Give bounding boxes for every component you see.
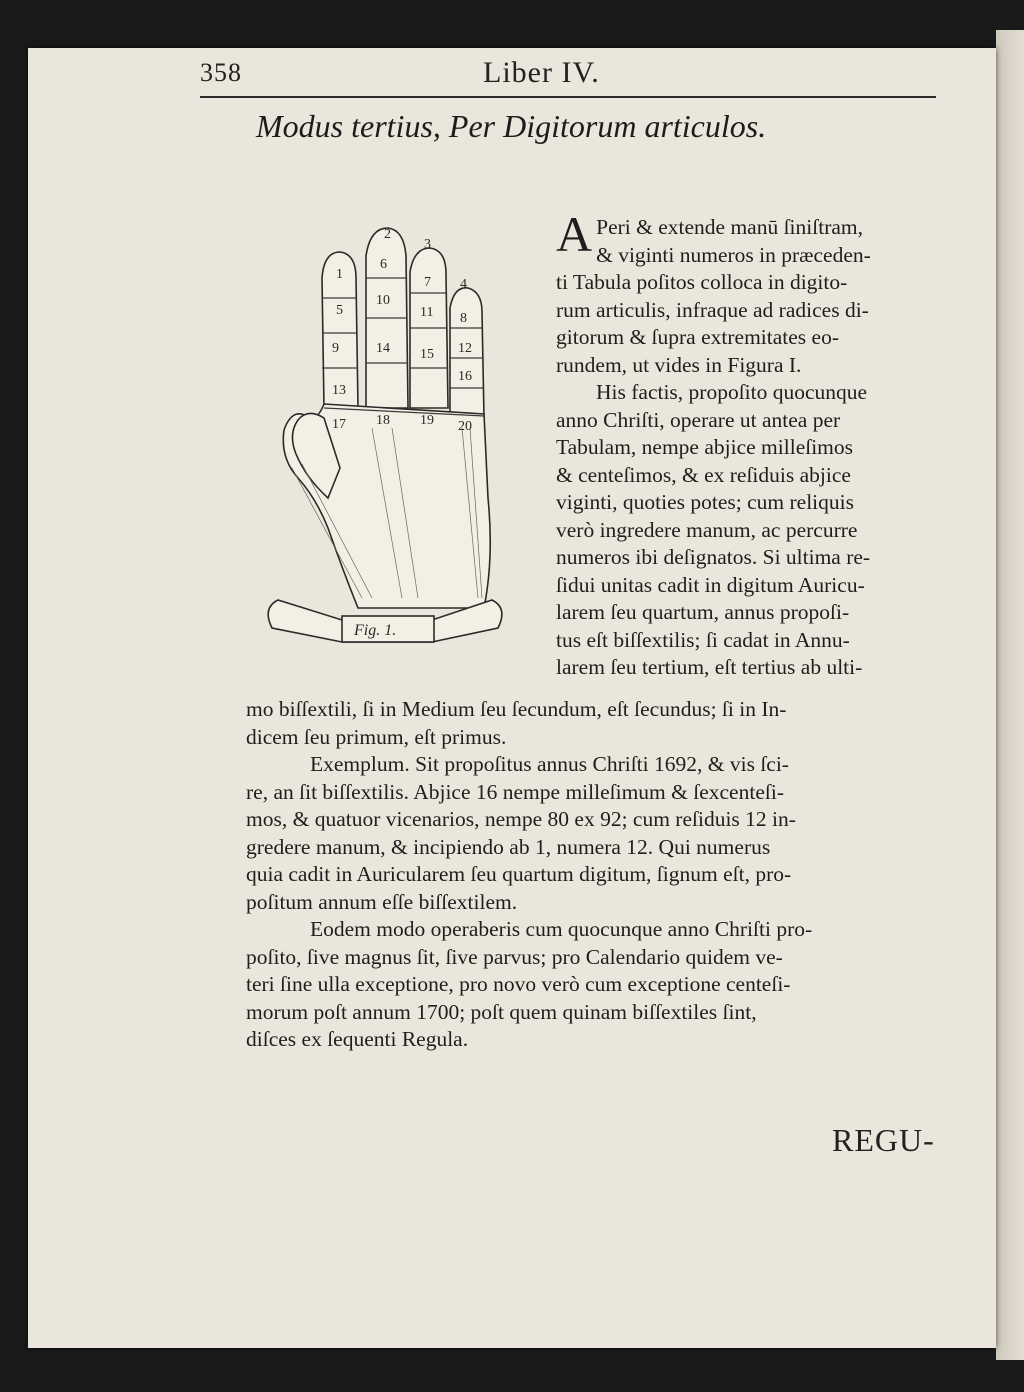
joint-number: 12 <box>458 341 472 356</box>
joint-number: 15 <box>420 347 434 362</box>
text-line: Exemplum. Sit propoſitus annus Chriſti 1692, & vis ſci- <box>310 752 789 776</box>
text-line: verò ingredere manum, ac percurre <box>556 517 858 542</box>
paragraph-2 <box>246 696 976 1054</box>
text-line: anno Chriſti, operare ut antea per <box>556 407 841 432</box>
joint-number: 4 <box>460 277 467 292</box>
text-line: poſitum annum eſſe biſſextilem. <box>246 889 518 914</box>
text-line: re, an ſit biſſextilis. Abjice 16 nempe milleſimum & ſexcenteſi- <box>246 779 784 804</box>
text-line: teri ſine ulla exceptione, pro novo verò cum exceptione centeſi- <box>246 972 791 996</box>
text-line: larem ſeu tertium, eſt tertius ab ulti- <box>556 655 863 679</box>
joint-number: 8 <box>460 311 467 326</box>
joint-number: 3 <box>424 237 431 252</box>
text-line: larem ſeu quartum, annus propoſi- <box>556 600 850 624</box>
text-line: rum articulis, infraque ad radices di- <box>556 297 869 322</box>
text-line: tus eſt biſſextilis; ſi cadat in Annu- <box>556 627 850 652</box>
text-line: ti Tabula poſitos colloca in digito- <box>556 270 848 294</box>
joint-number: 14 <box>376 341 390 356</box>
text-line: gitorum & ſupra extremitates eo- <box>556 325 839 349</box>
joint-number: 20 <box>458 419 472 434</box>
text-line: His factis, propoſito quocunque <box>596 380 868 404</box>
paragraph-1 <box>556 206 976 682</box>
text-line: numeros ibi deſignatos. Si ultima re- <box>556 545 871 569</box>
joint-number: 9 <box>332 341 339 356</box>
joint-number: 11 <box>420 305 434 320</box>
text-line: gredere manum, & incipiendo ab 1, numera 12. Qui numerus <box>246 834 771 859</box>
joint-number: 17 <box>332 417 346 432</box>
text-line: rundem, ut vides in Figura I. <box>556 352 802 377</box>
hand-illustration <box>232 168 518 646</box>
joint-number: 18 <box>376 413 390 428</box>
running-title: Liber IV. <box>483 56 600 89</box>
text-line: morum poſt annum 1700; poſt quem quinam biſſextiles ſint, <box>246 999 757 1024</box>
text-line: viginti, quoties potes; cum reliquis <box>556 490 854 514</box>
joint-number: 6 <box>380 257 387 272</box>
joint-number: 19 <box>420 413 434 428</box>
joint-number: 2 <box>384 227 391 242</box>
header-rule <box>200 96 936 98</box>
page-header <box>200 56 936 96</box>
text-line: poſito, ſive magnus ſit, ſive parvus; pro Calendario quidem ve- <box>246 944 783 969</box>
drop-cap: A <box>556 206 593 262</box>
text-line: quia cadit in Auricularem ſeu quartum digitum, ſignum eſt, pro- <box>246 862 792 886</box>
joint-number: 10 <box>376 293 390 308</box>
text-line: dicem ſeu primum, eſt primus. <box>246 724 507 749</box>
joint-number: 16 <box>458 369 472 384</box>
text-line: Eodem modo operaberis cum quocunque anno Chriſti pro- <box>310 917 813 941</box>
text-line: & centeſimos, & ex reſiduis abjice <box>556 462 851 487</box>
text-line: & viginti numeros in præceden- <box>596 242 871 267</box>
page-number: 358 <box>200 58 242 87</box>
text-line: mos, & quatuor vicenarios, nempe 80 ex 92; cum reſiduis 12 in- <box>246 807 796 831</box>
joint-number: 7 <box>424 275 431 290</box>
text-line: A Peri & extende manū ſiniſtram, <box>556 206 864 262</box>
section-heading: Modus tertius, Per Digitorum articulos. <box>256 108 767 144</box>
joint-number: 5 <box>336 303 343 318</box>
text-line: ſidui unitas cadit in digitum Auricu- <box>556 572 865 597</box>
next-page-edge <box>996 30 1024 1360</box>
text-line: Tabulam, nempe abjice milleſimos <box>556 435 854 459</box>
figure-label: Fig. 1. <box>354 622 397 639</box>
joint-number: 13 <box>332 383 346 398</box>
catchword: REGU- <box>832 1122 935 1158</box>
text-line: diſces ex ſequenti Regula. <box>246 1027 469 1051</box>
joint-number: 1 <box>336 267 343 282</box>
text-line: mo biſſextili, ſi in Medium ſeu ſecundum, eſt ſecundus; ſi in In- <box>246 697 787 721</box>
